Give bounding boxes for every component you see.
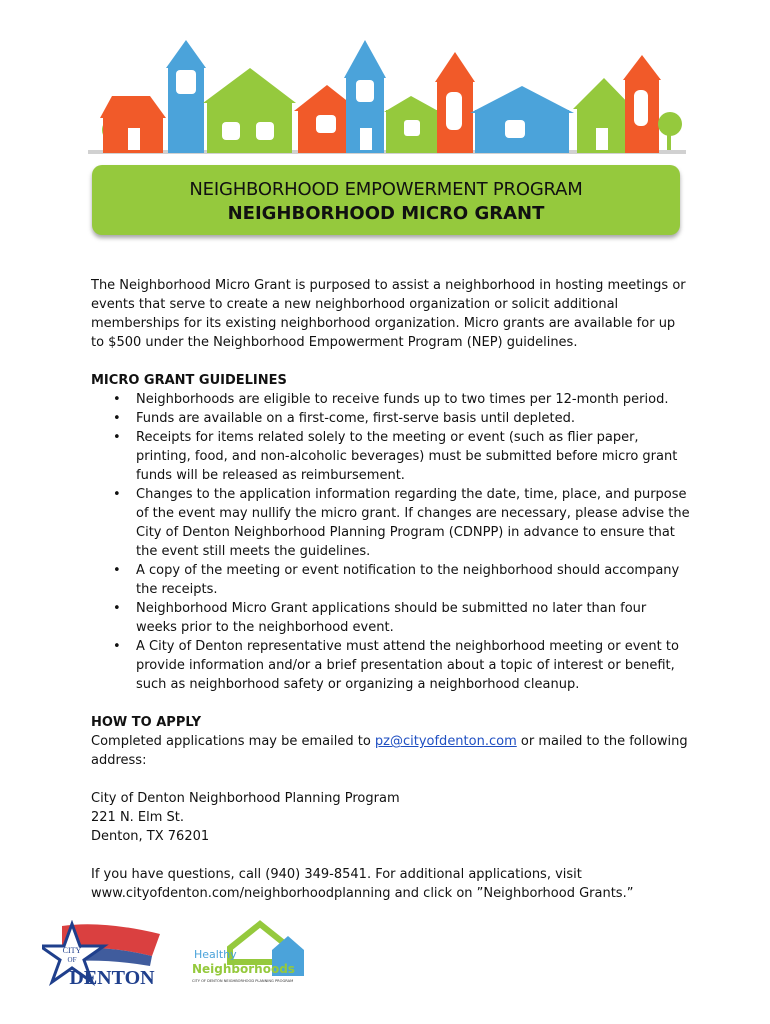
email-link[interactable]: pz@cityofdenton.com	[374, 734, 517, 749]
house-blue-tower-icon	[166, 40, 206, 153]
city-of-denton-logo	[42, 920, 177, 990]
contact-line-1: If you have questions, call (940) 349-8541. For additional applications, visit	[91, 867, 582, 882]
list-item: • A City of Denton representative must attend the neighborhood meeting or event to provide information and/or a brief presentation about a topic of interest or benefit, such as neighborhood safety or organizing a neighborhood cleanup.	[91, 637, 691, 694]
logo-city-text: CITY	[62, 946, 82, 955]
apply-text-after: or mailed to the following address:	[91, 734, 688, 768]
logo-healthy-text: Healthy	[194, 948, 237, 961]
house-orange-1-icon	[100, 96, 166, 153]
tree-right-icon	[658, 112, 682, 150]
contact-line-2: www.cityofdenton.com/neighborhoodplanning and click on ”Neighborhood Grants.”	[91, 886, 634, 901]
house-orange-tower-icon	[435, 52, 475, 153]
how-to-apply-heading: HOW TO APPLY	[91, 715, 202, 730]
how-to-apply-text	[91, 732, 691, 770]
address-line-2: 221 N. Elm St.	[91, 810, 185, 825]
intro-paragraph: The Neighborhood Micro Grant is purposed to assist a neighborhood in hosting meetings or events that serve to create a new neighborhood organization or solicit additional memberships for its existing neighborhood organization. Micro grants are available for up to $500 under the Neighborhood Empowerment Program (NEP) guidelines.	[91, 278, 686, 350]
list-item: • Changes to the application information regarding the date, time, place, and purpose of the event may nullify the micro grant. If changes are necessary, please advise the City of Denton Neighborhood Planning Program (CDNPP) in advance to ensure that the event still meets the guidelines.	[91, 485, 691, 561]
grant-title: NEIGHBORHOOD MICRO GRANT	[227, 203, 545, 224]
logo-neighborhoods-text: Neighborhoods	[192, 962, 295, 976]
address-line-3: Denton, TX 76201	[91, 829, 210, 844]
title-banner	[92, 165, 680, 235]
healthy-neighborhoods-logo	[190, 918, 308, 990]
logo-of-text: OF	[67, 956, 77, 964]
apply-text-before: Completed applications may be emailed to	[91, 734, 375, 749]
guidelines-list	[91, 390, 691, 694]
list-item: • Neighborhood Micro Grant applications should be submitted no later than four weeks prior to the neighborhood event.	[91, 599, 691, 637]
guidelines-heading: MICRO GRANT GUIDELINES	[91, 373, 287, 388]
list-item: • A copy of the meeting or event notification to the neighborhood should accompany the receipts.	[91, 561, 691, 599]
list-item: • Funds are available on a first-come, first-serve basis until depleted.	[91, 409, 691, 428]
house-green-2-icon	[384, 96, 440, 153]
logo-denton-text: DENTON	[69, 967, 155, 989]
program-title: NEIGHBORHOOD EMPOWERMENT PROGRAM	[189, 179, 583, 200]
house-blue-steeple-icon	[344, 40, 386, 153]
house-orange-tower-right-icon	[623, 55, 661, 153]
houses-illustration	[0, 0, 770, 165]
document-body	[91, 276, 691, 903]
house-green-1-icon	[203, 68, 296, 153]
logo-program-text: CITY OF DENTON NEIGHBORHOOD PLANNING PROGRAM	[192, 979, 294, 983]
list-item: • Neighborhoods are eligible to receive funds up to two times per 12-month period.	[91, 390, 691, 409]
list-item: • Receipts for items related solely to the meeting or event (such as flier paper, printing, food, and non-alcoholic beverages) must be submitted before micro grant funds will be released as reimbursement.	[91, 428, 691, 485]
house-green-3-icon	[573, 78, 634, 153]
house-blue-wide-icon	[470, 86, 574, 153]
address-line-1: City of Denton Neighborhood Planning Program	[91, 791, 400, 806]
